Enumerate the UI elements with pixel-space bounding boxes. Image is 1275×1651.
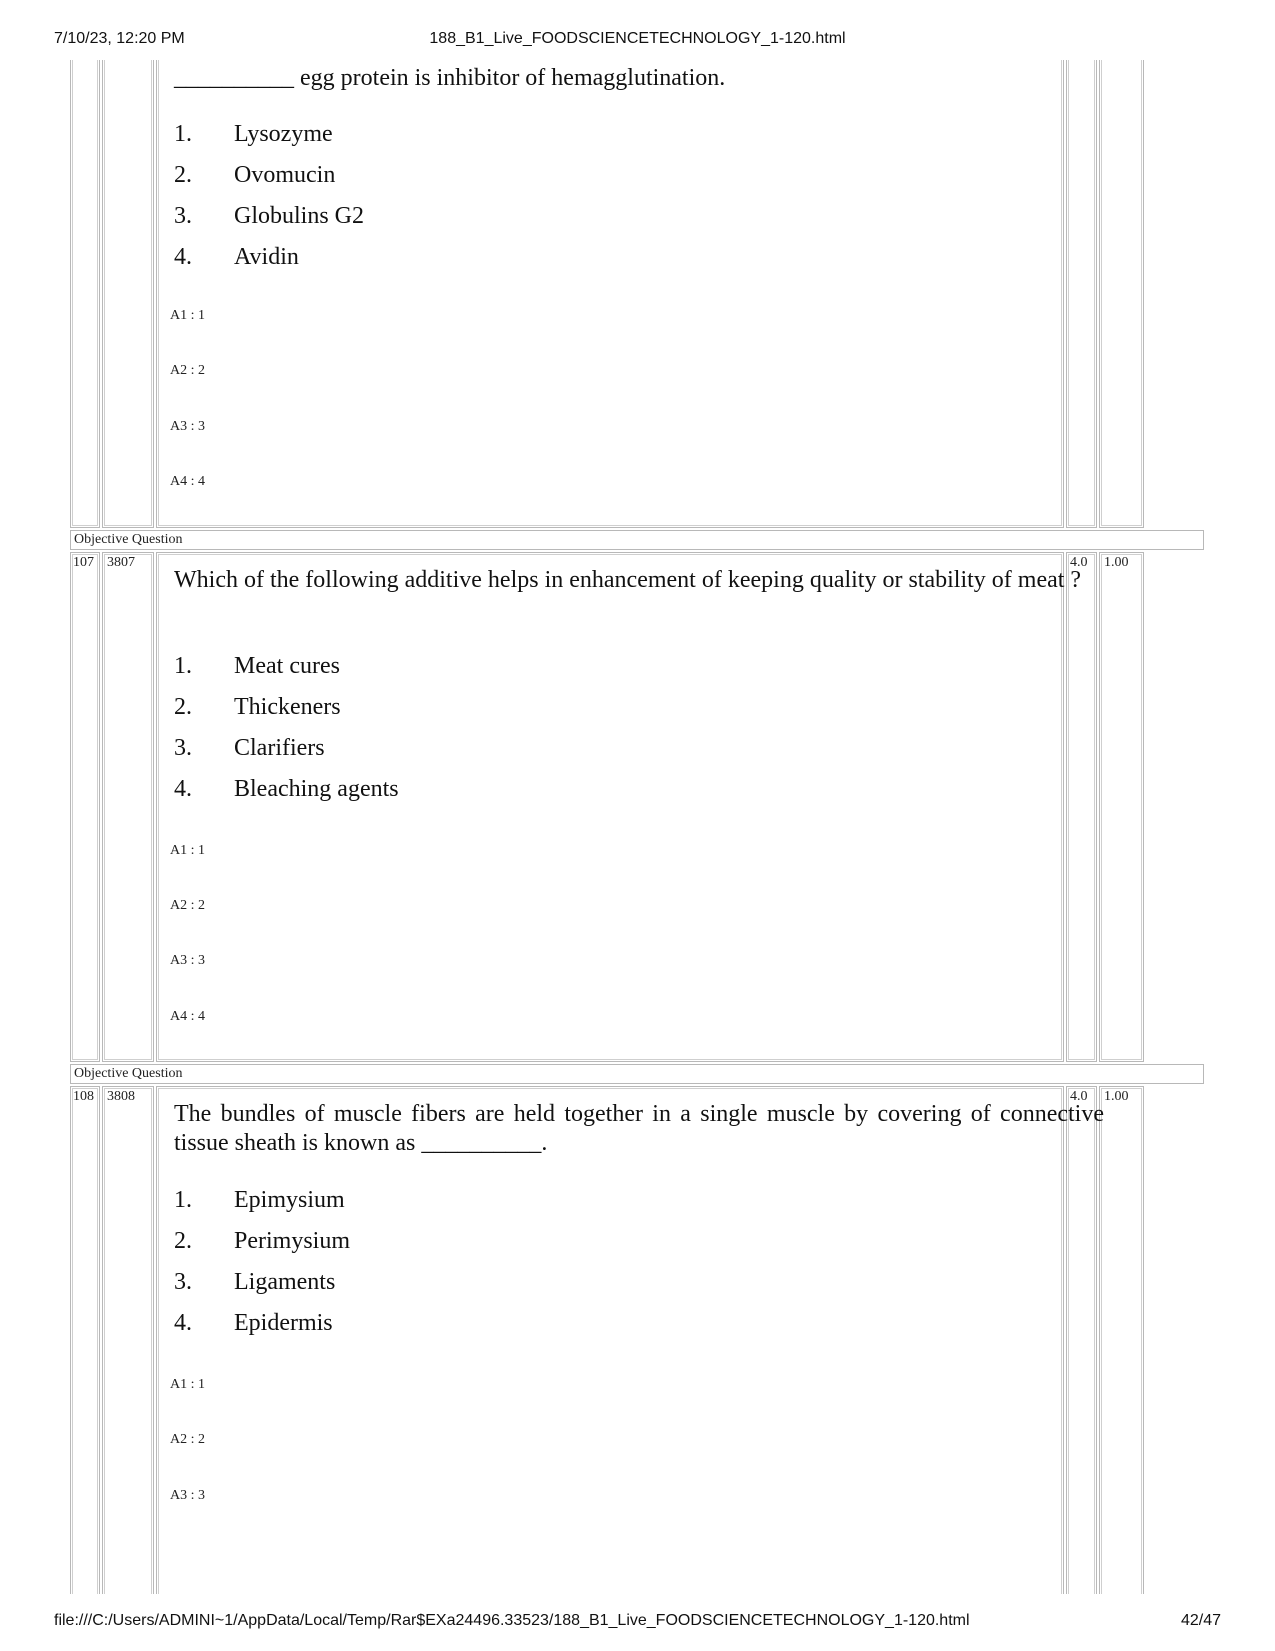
option-number: 2. [174,1228,192,1254]
option-text: Lysozyme [234,121,333,147]
question-text: __________ egg protein is inhibitor of hemagglutination. [174,65,726,91]
question-id: 3807 [107,555,135,570]
answer-key-3: A3 : 3 [170,1488,205,1503]
option-text: Thickeners [234,694,341,720]
option-text: Meat cures [234,653,340,679]
option-3 [174,734,325,763]
option-number: 2. [174,694,192,720]
answer-key-3: A3 : 3 [170,953,205,968]
question-text: The bundles of muscle fibers are held together in a single muscle by covering of connective tissue sheath is known as __________. [174,1101,1104,1156]
question-cell [156,552,1064,1062]
option-number: 2. [174,162,192,188]
print-header [0,30,1275,50]
option-2 [174,161,335,190]
option-1 [174,652,340,681]
question-text: Which of the following additive helps in enhancement of keeping quality or stability of meat ? [174,567,1082,593]
serial-number: 107 [73,555,94,570]
file-path: file:///C:/Users/ADMINI~1/AppData/Local/Temp/Rar$EXa24496.33523/188_B1_Live_FOODSCIENCETECHNOLOGY_1-120.html [54,1612,970,1629]
marks-value: 4.0 [1070,1089,1088,1104]
option-3 [174,1268,335,1297]
question-id: 3808 [107,1089,135,1104]
option-number: 3. [174,1269,192,1295]
print-timestamp: 7/10/23, 12:20 PM [54,30,185,47]
negative-cell [1099,1086,1144,1594]
option-text: Ovomucin [234,162,336,188]
option-text: Ligaments [234,1269,336,1295]
answer-key-4: A4 : 4 [170,474,205,489]
answer-key-1: A1 : 1 [170,308,205,323]
qid-cell [102,552,154,1062]
option-1 [174,120,333,149]
option-2 [174,693,341,722]
option-number: 1. [174,1187,192,1213]
option-text: Avidin [234,244,299,270]
document-title: 188_B1_Live_FOODSCIENCETECHNOLOGY_1-120.html [429,30,846,47]
option-text: Clarifiers [234,735,325,761]
serial-number: 108 [73,1089,94,1104]
option-number: 1. [174,121,192,147]
answer-key-2: A2 : 2 [170,898,205,913]
option-text: Bleaching agents [234,776,399,802]
negative-marks-value: 1.00 [1104,555,1129,570]
answer-key-1: A1 : 1 [170,843,205,858]
question-cell [156,1086,1064,1594]
option-number: 4. [174,244,192,270]
answer-key-2: A2 : 2 [170,363,205,378]
marks-cell [1066,552,1097,1062]
option-4 [174,243,299,272]
option-text: Epimysium [234,1187,345,1213]
option-number: 3. [174,735,192,761]
answer-key-4: A4 : 4 [170,1009,205,1024]
option-text: Perimysium [234,1228,351,1254]
question-table [70,60,1204,1594]
marks-cell [1066,1086,1097,1594]
question-type-label: Objective Question [70,530,1204,550]
negative-marks-value: 1.00 [1104,1089,1129,1104]
option-1 [174,1186,345,1215]
sno-cell [70,1086,100,1594]
negative-cell [1099,552,1144,1062]
marks-cell [1066,60,1097,528]
answer-key-1: A1 : 1 [170,1377,205,1392]
option-2 [174,1227,350,1256]
sno-cell [70,552,100,1062]
option-text: Epidermis [234,1310,333,1336]
negative-cell [1099,60,1144,528]
option-4 [174,775,399,804]
option-4 [174,1309,333,1338]
option-3 [174,202,364,231]
answer-key-3: A3 : 3 [170,419,205,434]
question-type-label: Objective Question [70,1064,1204,1084]
option-number: 4. [174,1310,192,1336]
answer-key-2: A2 : 2 [170,1432,205,1447]
qid-cell [102,1086,154,1594]
marks-value: 4.0 [1070,555,1088,570]
option-number: 4. [174,776,192,802]
page-indicator: 42/47 [1180,1612,1221,1629]
sno-cell [70,60,100,528]
qid-cell [102,60,154,528]
option-text: Globulins G2 [234,203,365,229]
print-footer [0,1612,1275,1632]
option-number: 3. [174,203,192,229]
option-number: 1. [174,653,192,679]
